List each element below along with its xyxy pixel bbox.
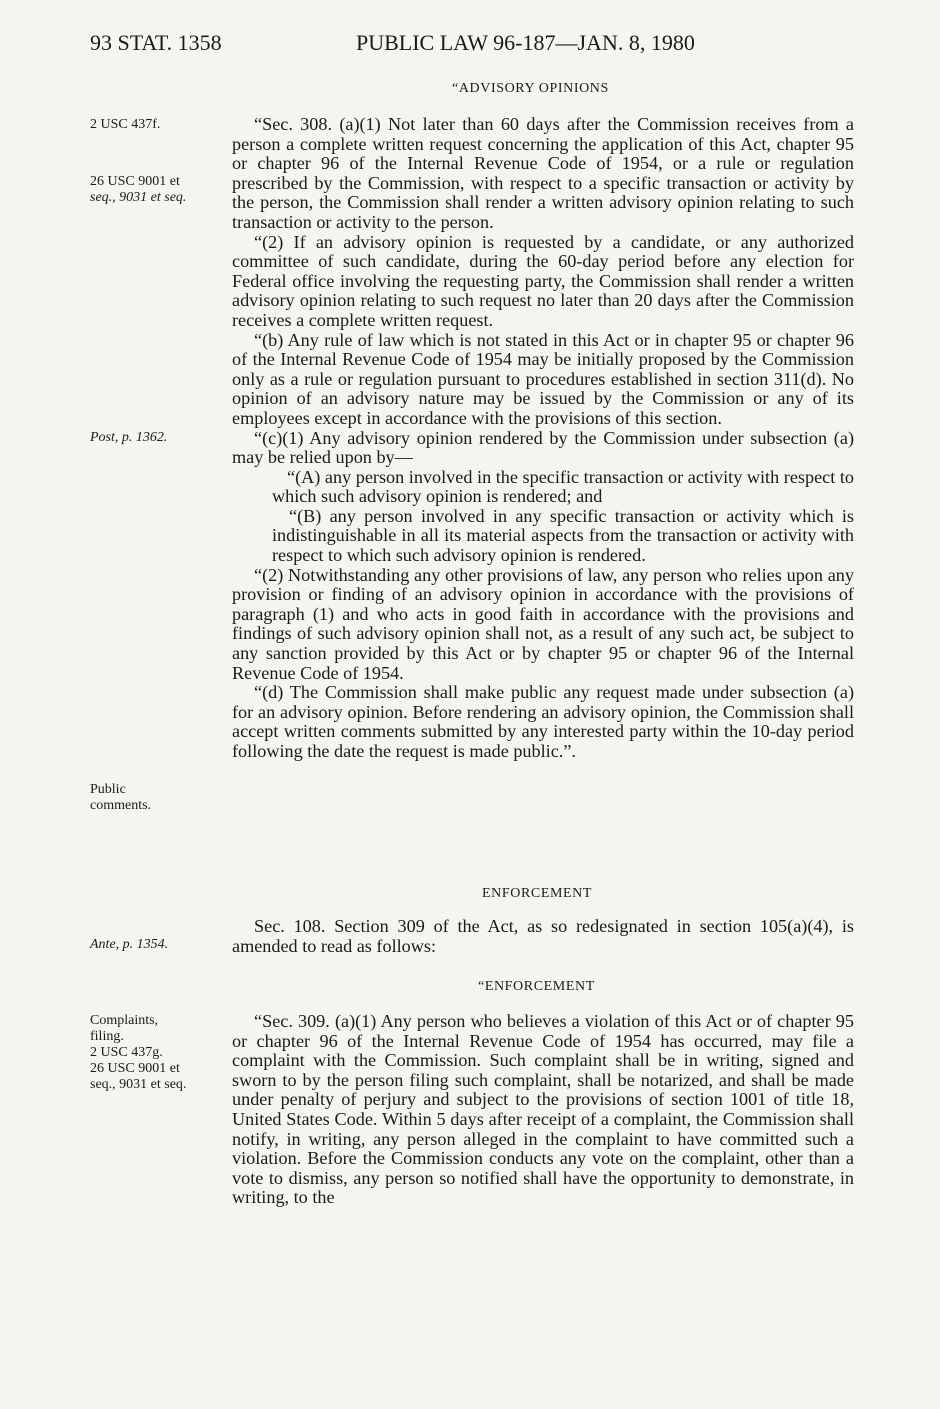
section-309-body bbox=[232, 1012, 854, 1208]
margin-note-ante: Ante, p. 1354. bbox=[90, 937, 169, 952]
section-108-body bbox=[232, 917, 854, 956]
margin-note-line: 2 USC 437g. bbox=[90, 1045, 163, 1060]
margin-note-post: Post, p. 1362. bbox=[90, 430, 168, 445]
heading-enforcement: ENFORCEMENT bbox=[482, 886, 593, 901]
margin-note-line: Public bbox=[90, 782, 126, 797]
margin-note-26usc bbox=[90, 174, 220, 206]
paragraph-108: Sec. 108. Section 309 of the Act, as so redesignated in section 105(a)(4), is amended to read as follows: bbox=[232, 916, 854, 956]
margin-note-line: seq., 9031 et seq. bbox=[90, 1077, 187, 1092]
paragraph-308-a2: “(2) If an advisory opinion is requested by a candidate, or any authorized committee of such candidate, during the 60-day period before any election for Federal office involving the requesting party, the Commission shall render a written advisory opinion relating to such request no later than 20 days after the Commission receives a complete written request. bbox=[232, 231, 854, 330]
statute-page-number: 93 STAT. 1358 bbox=[90, 30, 222, 55]
paragraph-308-b: “(b) Any rule of law which is not stated in this Act or in chapter 95 or chapter 96 of the Internal Revenue Code of 1954 may be initially proposed by the Commission only as a rule or regulation pursuant to procedures established in section 311(d). No opinion of an advisory nature may be issued by the Commission or any of its employees except in accordance with the provisions of this section. bbox=[232, 329, 854, 428]
margin-note-2usc437f: 2 USC 437f. bbox=[90, 117, 161, 132]
margin-note-line: seq., 9031 et seq. bbox=[90, 190, 187, 205]
margin-note-line: comments. bbox=[90, 798, 152, 813]
paragraph-308-d: “(d) The Commission shall make public any request made under subsection (a) for an advisory opinion. Before rendering an advisory opinion, the Commission shall accept written comments submitted by any interested party within the 10-day period following the date the request is made public.”. bbox=[232, 682, 854, 761]
paragraph-308-a1: “Sec. 308. (a)(1) Not later than 60 days after the Commission receives from a person a complete written request concerning the application of this Act, chapter 95 or chapter 96 of the Internal Revenue Code of 1954, or a rule or regulation prescribed by the Commission, with respect to a specific transaction or activity by the person, the Commission shall render a written advisory opinion relating to such transaction or activity to the person. bbox=[232, 114, 854, 232]
running-header bbox=[0, 30, 940, 62]
section-308-body bbox=[232, 115, 854, 762]
margin-note-line: filing. bbox=[90, 1029, 124, 1044]
heading-enforcement-quoted: “ENFORCEMENT bbox=[478, 979, 595, 994]
paragraph-308-c2: “(2) Notwithstanding any other provisions of law, any person who relies upon any provision or finding of an advisory opinion in accordance with the provisions of paragraph (1) and who acts in good faith in accordance with the provisions and findings of such advisory opinion shall not, as a result of any such act, be subject to any sanction provided by this Act or by chapter 95 or chapter 96 of the Internal Revenue Code of 1954. bbox=[232, 564, 854, 683]
paragraph-308-c1: “(c)(1) Any advisory opinion rendered by the Commission under subsection (a) may be relied upon by— bbox=[232, 427, 854, 468]
paragraph-308-cB: “(B) any person involved in any specific transaction or activity which is indistinguishable in all its material aspects from the transaction or activity with respect to which such advisory opinion is rendered. bbox=[272, 505, 854, 566]
heading-advisory-opinions: “ADVISORY OPINIONS bbox=[452, 81, 609, 96]
margin-note-complaints bbox=[90, 1013, 220, 1093]
margin-note-line: Complaints, bbox=[90, 1013, 159, 1028]
margin-note-public-comments bbox=[90, 782, 220, 814]
paragraph-308-cA: “(A) any person involved in the specific transaction or activity with respect to which such advisory opinion is rendered; and bbox=[272, 466, 854, 507]
margin-note-line: 26 USC 9001 et bbox=[90, 1061, 180, 1076]
paragraph-309-a1: “Sec. 309. (a)(1) Any person who believes a violation of this Act or of chapter 95 or chapter 96 of the Internal Revenue Code of 1954 has occurred, may file a complaint with the Commission. Such complaint shall be in writing, signed and sworn to by the person filing such complaint, shall be notarized, and shall be made under penalty of perjury and subject to the provisions of section 1001 of title 18, United States Code. Within 5 days after receipt of a complaint, the Commission shall notify, in writing, any person alleged in the complaint to have committed such a violation. Before the Commission conducts any vote on the complaint, other than a vote to dismiss, any person so notified shall have the opportunity to demonstrate, in writing, to the bbox=[232, 1011, 854, 1208]
law-title-date: PUBLIC LAW 96-187—JAN. 8, 1980 bbox=[356, 30, 695, 55]
margin-note-line: 26 USC 9001 et bbox=[90, 174, 180, 189]
